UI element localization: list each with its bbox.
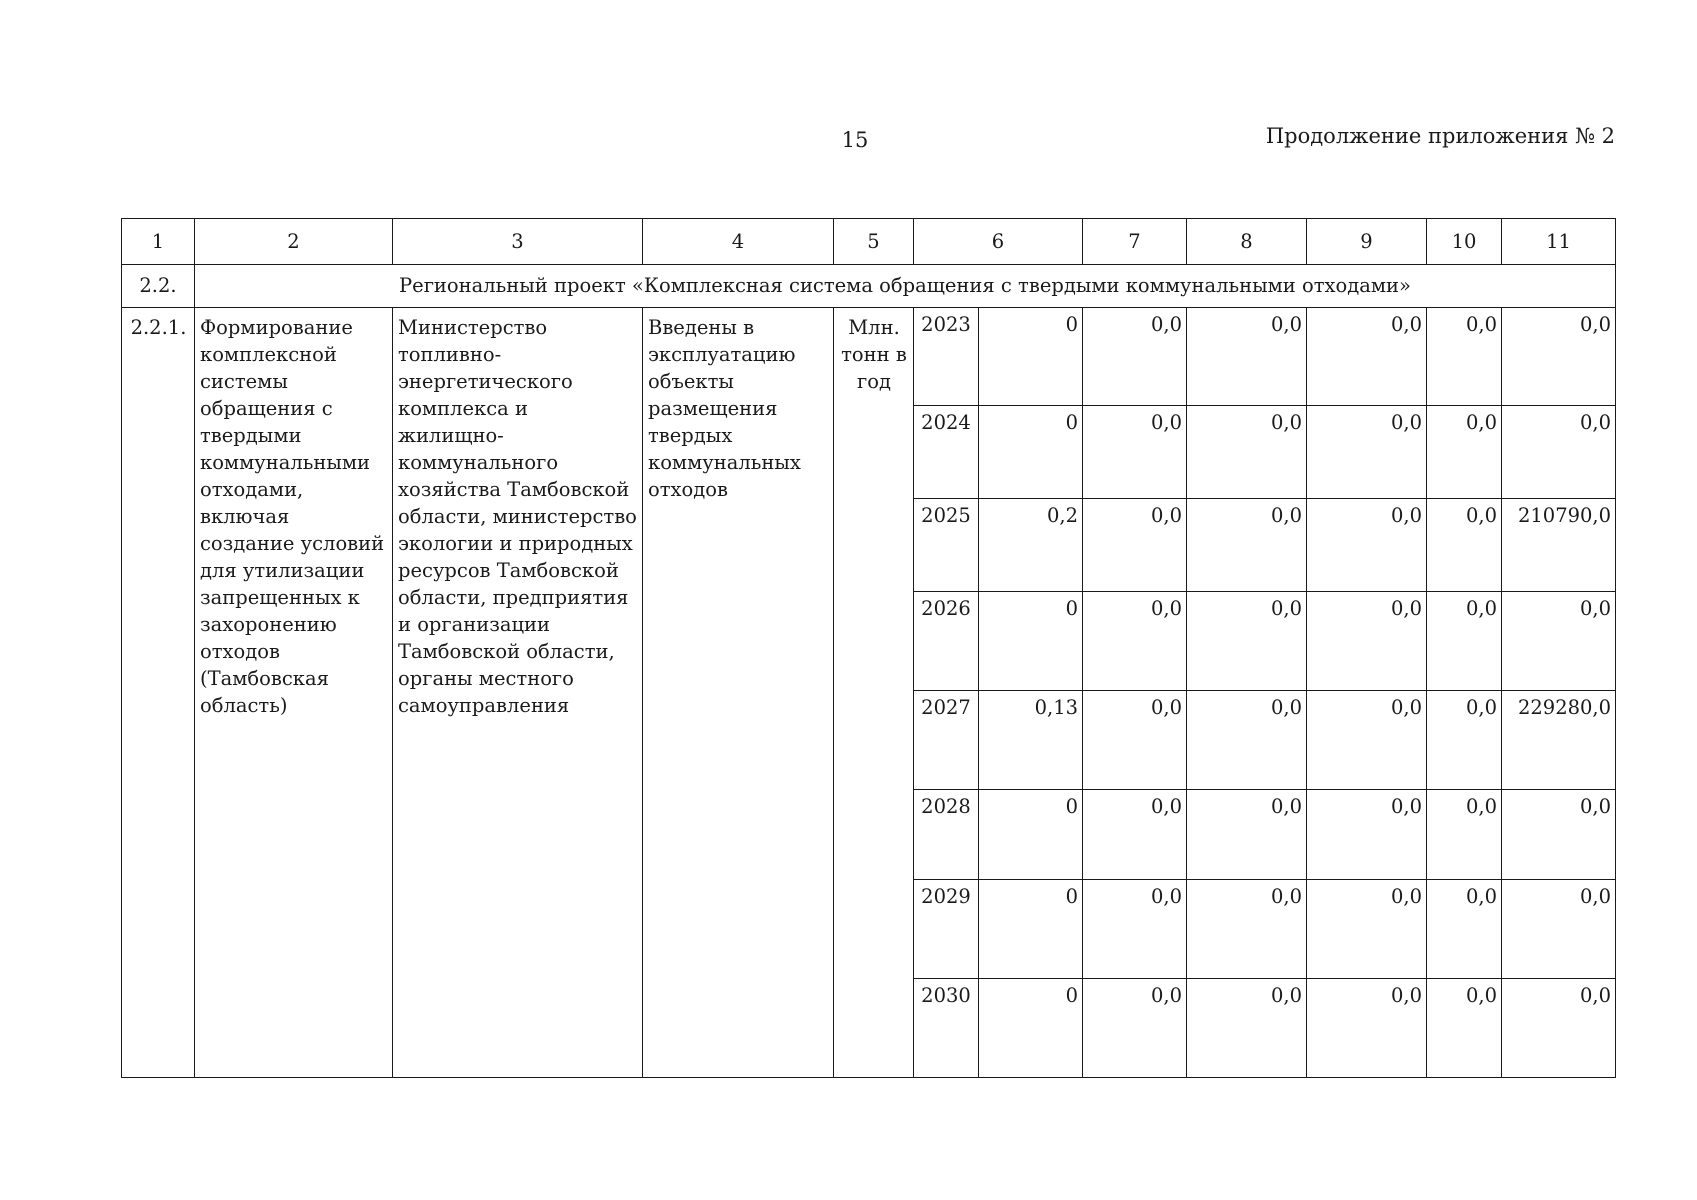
col11-cell: 229280,0 bbox=[1502, 690, 1616, 789]
col7-cell: 0,0 bbox=[1083, 979, 1187, 1078]
col7-cell: 0,0 bbox=[1083, 591, 1187, 690]
col11-cell: 0,0 bbox=[1502, 789, 1616, 880]
col8-cell: 0,0 bbox=[1187, 406, 1307, 499]
col11-cell: 0,0 bbox=[1502, 307, 1616, 406]
year-cell: 2028 bbox=[914, 789, 979, 880]
col8-cell: 0,0 bbox=[1187, 979, 1307, 1078]
section-title: Региональный проект «Комплексная система обращения с твердыми коммунальными отходами» bbox=[195, 265, 1616, 307]
col7-cell: 0,0 bbox=[1083, 880, 1187, 979]
value-cell: 0 bbox=[979, 406, 1083, 499]
col10-cell: 0,0 bbox=[1427, 880, 1502, 979]
item-indicator: Введены в эксплуатацию объекты размещения твердых коммунальных отходов bbox=[643, 307, 834, 1077]
col10-cell: 0,0 bbox=[1427, 307, 1502, 406]
column-number-row bbox=[122, 219, 1616, 265]
program-table bbox=[121, 218, 1616, 1078]
col11-cell: 210790,0 bbox=[1502, 499, 1616, 592]
col10-cell: 0,0 bbox=[1427, 979, 1502, 1078]
value-cell: 0 bbox=[979, 591, 1083, 690]
col8-cell: 0,0 bbox=[1187, 690, 1307, 789]
col9-cell: 0,0 bbox=[1307, 880, 1427, 979]
appendix-continuation-note: Продолжение приложения № 2 bbox=[1265, 124, 1615, 148]
column-number: 5 bbox=[834, 219, 914, 265]
col9-cell: 0,0 bbox=[1307, 979, 1427, 1078]
column-number: 8 bbox=[1187, 219, 1307, 265]
col11-cell: 0,0 bbox=[1502, 880, 1616, 979]
value-cell: 0,13 bbox=[979, 690, 1083, 789]
year-cell: 2026 bbox=[914, 591, 979, 690]
col9-cell: 0,0 bbox=[1307, 789, 1427, 880]
col9-cell: 0,0 bbox=[1307, 406, 1427, 499]
year-cell: 2024 bbox=[914, 406, 979, 499]
year-cell: 2029 bbox=[914, 880, 979, 979]
table-row bbox=[122, 307, 1616, 406]
column-number: 2 bbox=[195, 219, 393, 265]
column-number: 10 bbox=[1427, 219, 1502, 265]
column-number: 6 bbox=[914, 219, 1083, 265]
col7-cell: 0,0 bbox=[1083, 406, 1187, 499]
col7-cell: 0,0 bbox=[1083, 690, 1187, 789]
col10-cell: 0,0 bbox=[1427, 789, 1502, 880]
item-responsible: Министерство топливно-энергетического комплекса и жилищно-коммунального хозяйства Тамбовской области, министерство экологии и природных ресурсов Тамбовской области, предприятия и организации Тамбовской области, органы местного самоуправления bbox=[393, 307, 643, 1077]
value-cell: 0 bbox=[979, 789, 1083, 880]
col9-cell: 0,0 bbox=[1307, 690, 1427, 789]
value-cell: 0 bbox=[979, 307, 1083, 406]
col10-cell: 0,0 bbox=[1427, 499, 1502, 592]
column-number: 11 bbox=[1502, 219, 1616, 265]
page-number: 15 bbox=[841, 128, 869, 152]
column-number: 7 bbox=[1083, 219, 1187, 265]
value-cell: 0 bbox=[979, 880, 1083, 979]
column-number: 1 bbox=[122, 219, 195, 265]
col8-cell: 0,0 bbox=[1187, 591, 1307, 690]
col7-cell: 0,0 bbox=[1083, 499, 1187, 592]
col9-cell: 0,0 bbox=[1307, 307, 1427, 406]
col11-cell: 0,0 bbox=[1502, 591, 1616, 690]
col11-cell: 0,0 bbox=[1502, 406, 1616, 499]
col11-cell: 0,0 bbox=[1502, 979, 1616, 1078]
column-number: 4 bbox=[643, 219, 834, 265]
column-number: 3 bbox=[393, 219, 643, 265]
col8-cell: 0,0 bbox=[1187, 789, 1307, 880]
section-row bbox=[122, 265, 1616, 307]
year-cell: 2023 bbox=[914, 307, 979, 406]
col7-cell: 0,0 bbox=[1083, 789, 1187, 880]
col10-cell: 0,0 bbox=[1427, 406, 1502, 499]
col8-cell: 0,0 bbox=[1187, 499, 1307, 592]
section-number: 2.2. bbox=[122, 265, 195, 307]
value-cell: 0 bbox=[979, 979, 1083, 1078]
col9-cell: 0,0 bbox=[1307, 591, 1427, 690]
year-cell: 2027 bbox=[914, 690, 979, 789]
col7-cell: 0,0 bbox=[1083, 307, 1187, 406]
col9-cell: 0,0 bbox=[1307, 499, 1427, 592]
col10-cell: 0,0 bbox=[1427, 690, 1502, 789]
item-name: Формирование комплексной системы обращения с твердыми коммунальными отходами, включая создание условий для утилизации запрещенных к захоронению отходов (Тамбовская область) bbox=[195, 307, 393, 1077]
item-number: 2.2.1. bbox=[122, 307, 195, 1077]
col8-cell: 0,0 bbox=[1187, 880, 1307, 979]
col10-cell: 0,0 bbox=[1427, 591, 1502, 690]
year-cell: 2025 bbox=[914, 499, 979, 592]
year-cell: 2030 bbox=[914, 979, 979, 1078]
column-number: 9 bbox=[1307, 219, 1427, 265]
item-unit: Млн. тонн в год bbox=[834, 307, 914, 1077]
col8-cell: 0,0 bbox=[1187, 307, 1307, 406]
value-cell: 0,2 bbox=[979, 499, 1083, 592]
